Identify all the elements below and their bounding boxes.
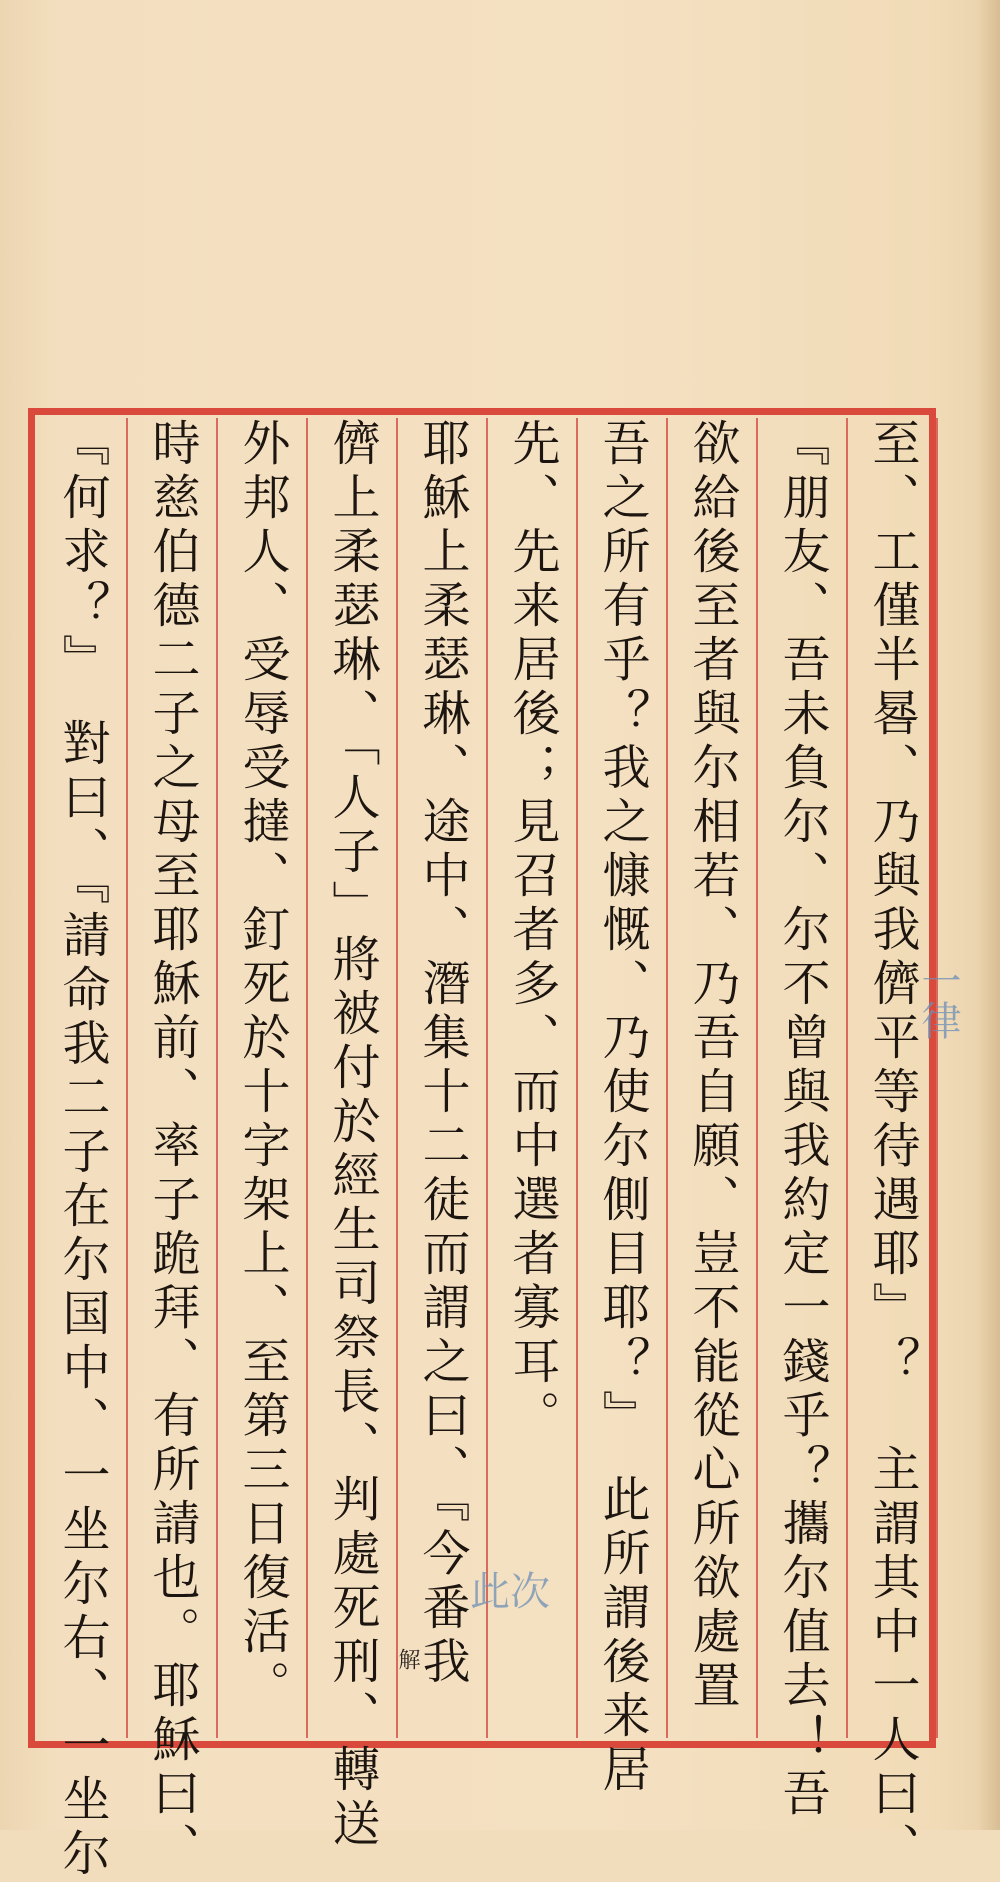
- text-column-10: [38, 418, 128, 1882]
- text-column-2: [758, 418, 848, 1822]
- page-edge: [980, 0, 1000, 1830]
- column-text: 至、工僅半晷、乃與我儕平等待遇耶』？ 主謂其中一人曰、: [864, 418, 920, 1876]
- column-text: 儕上柔瑟琳、「人子」將被付於經生司祭長、判處死刑、轉送: [324, 418, 380, 1852]
- text-column-5: [488, 418, 578, 1738]
- column-text: 耶穌上柔瑟琳、途中、潛集十二徒而謂之曰、『今番我: [414, 418, 470, 1690]
- column-text: 欲給後至者與尔相若、乃吾自願、豈不能從心所欲處置: [684, 418, 740, 1714]
- column-text: 吾之所有乎？我之慷慨、乃使尔側目耶？』 此所謂後来居: [594, 418, 650, 1798]
- text-column-9: [128, 418, 218, 1876]
- column-text: 時慈伯德二子之母至耶穌前、率子跪拜、有所請也。耶穌曰、: [144, 418, 200, 1876]
- column-text: 外邦人、受辱受撻、釘死於十字架上、至第三日復活。: [234, 418, 290, 1714]
- margin-annotation-top: 一律: [915, 960, 961, 1040]
- text-column-8: [218, 418, 308, 1738]
- column-text: 先、先来居後；見召者多、而中選者寡耳。: [504, 418, 560, 1444]
- text-column-6: [398, 418, 488, 1738]
- text-column-7: [308, 418, 398, 1852]
- text-column-3: [668, 418, 758, 1738]
- column-text: 『朋友、吾未負尔、尔不曾與我約定一錢乎？攜尔值去！吾: [774, 418, 830, 1822]
- text-column-4: [578, 418, 668, 1798]
- column-text: 『何求？』 對曰、『請命我二子在尔国中、一坐尔右、一坐尔: [54, 418, 110, 1882]
- margin-annotation-mid: 此次: [470, 1569, 550, 1615]
- side-note: 解: [395, 1648, 420, 1672]
- text-column-1: [848, 418, 938, 1876]
